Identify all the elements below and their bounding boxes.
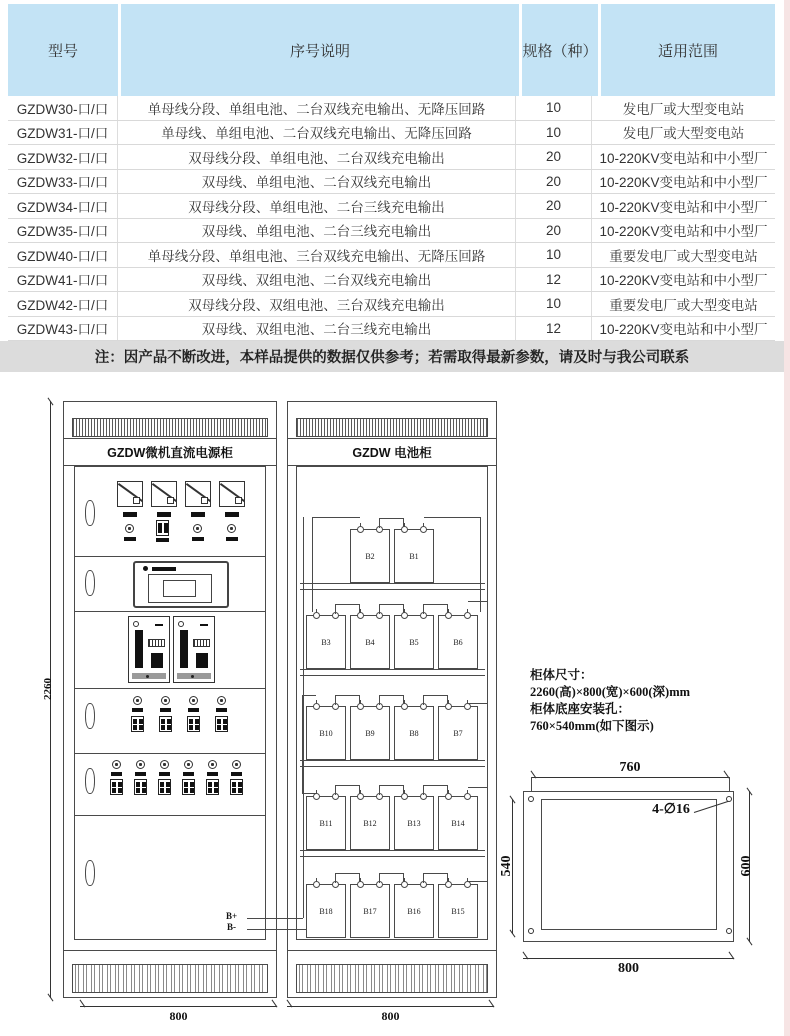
battery-terminal-icon [464, 703, 471, 710]
table-row [8, 96, 775, 121]
door-handle [85, 500, 95, 526]
table-cell: 20 [516, 219, 592, 243]
table-cell: 10-220KV变电站和中小型厂 [599, 224, 768, 240]
table-cell: GZDW33-口/口 [8, 170, 118, 194]
jumper-wire [423, 873, 448, 883]
power-cabinet-title: GZDW微机直流电源柜 [63, 438, 277, 466]
circuit-breaker-icon [182, 779, 195, 795]
mount-inner-rect [541, 799, 717, 930]
jumper-wire [379, 518, 404, 528]
battery: B17 [350, 884, 390, 938]
knob-label-bar [192, 537, 204, 541]
table-row [8, 219, 775, 244]
table-header-model: 型号 [8, 4, 121, 96]
jumper-wire [335, 695, 360, 705]
terminal-neg-label: B- [227, 922, 236, 932]
knob-label-bar [207, 772, 218, 776]
mount-hole-icon [726, 928, 732, 934]
battery-terminal-icon [401, 703, 408, 710]
analog-meter-icon [185, 481, 211, 507]
jumper-wire [379, 785, 404, 795]
dim-extension [729, 777, 730, 791]
circuit-breaker-icon [230, 779, 243, 795]
battery: B4 [350, 615, 390, 669]
table-cell: GZDW43-口/口 [8, 317, 118, 341]
battery-shelf [300, 669, 485, 676]
width-dimension-label: 800 [381, 1009, 400, 1023]
table-cell: 10-220KV变电站和中小型厂 [599, 322, 768, 338]
section-divider [74, 753, 266, 754]
knob-label-bar [111, 772, 122, 776]
table-cell: GZDW42-口/口 [8, 292, 118, 316]
knob-label-bar [216, 708, 227, 712]
table-cell: 12 [516, 317, 592, 341]
battery-terminal-icon [357, 881, 364, 888]
battery: B3 [306, 615, 346, 669]
table-header-row [8, 4, 775, 96]
knob-label-bar [226, 537, 238, 541]
spec-table [8, 4, 775, 341]
wire [247, 929, 312, 930]
module-foot [177, 673, 211, 679]
module-black-bar [135, 630, 143, 668]
battery-terminal-icon [357, 612, 364, 619]
battery-terminal-icon [445, 612, 452, 619]
battery-cabinet-bottom-vent [296, 964, 488, 993]
battery: B2 [350, 529, 390, 583]
indicator-knob-icon [232, 760, 241, 769]
battery-terminal-icon [464, 612, 471, 619]
wire [247, 918, 303, 919]
indicator-knob-icon [133, 696, 142, 705]
height-dimension-label: 2260 [42, 678, 54, 700]
jumper-wire [423, 604, 448, 614]
mount-dim-top-line [531, 777, 729, 778]
table-cell: GZDW41-口/口 [8, 268, 118, 292]
meter-label-bar [191, 512, 205, 517]
table-cell: GZDW32-口/口 [8, 145, 118, 169]
battery-terminal-icon [401, 526, 408, 533]
indicator-knob-icon [160, 760, 169, 769]
table-cell: GZDW31-口/口 [8, 121, 118, 145]
base-line [287, 950, 497, 951]
battery-cabinet-top-vent [296, 418, 488, 437]
battery-shelf [300, 850, 485, 857]
table-cell: 10-220KV变电站和中小型厂 [599, 273, 768, 289]
jumper-wire [379, 604, 404, 614]
table-cell: 10 [516, 121, 592, 145]
module-led-icon [133, 621, 139, 627]
battery-terminal-icon [445, 881, 452, 888]
battery: B6 [438, 615, 478, 669]
table-cell: 10-220KV变电站和中小型厂 [599, 199, 768, 215]
table-header-range: 适用范围 [657, 42, 718, 60]
mount-dim-bottom-line [523, 958, 734, 959]
circuit-breaker-icon [159, 716, 172, 732]
monitor-led-icon [143, 566, 148, 571]
table-header-spec: 规格（种） [522, 4, 601, 96]
circuit-breaker-icon [215, 716, 228, 732]
indicator-knob-icon [136, 760, 145, 769]
charger-module [173, 616, 215, 683]
table-cell: 双母线分段、单组电池、二台三线充电输出 [118, 194, 516, 218]
cabinet-size-annotation [530, 667, 690, 735]
meter-label-bar [157, 512, 171, 517]
mount-dim-left-label: 540 [499, 855, 514, 877]
circuit-breaker-icon [131, 716, 144, 732]
mount-hole-icon [528, 796, 534, 802]
table-row [8, 145, 775, 170]
wire [303, 517, 304, 918]
wire [468, 881, 488, 882]
jumper-wire [423, 695, 448, 705]
circuit-breaker-icon [187, 716, 200, 732]
indicator-knob-icon [193, 524, 202, 533]
knob-label-bar [160, 708, 171, 712]
table-cell: 重要发电厂或大型变电站 [609, 297, 758, 313]
door-handle [85, 860, 95, 886]
table-cell: 单母线分段、单组电池、二台双线充电输出、无降压回路 [118, 96, 516, 120]
battery: B1 [394, 529, 434, 583]
table-cell: 双母线分段、双组电池、三台双线充电输出 [118, 292, 516, 316]
battery-terminal-icon [357, 703, 364, 710]
table-cell: GZDW34-口/口 [8, 194, 118, 218]
table-cell: 10-220KV变电站和中小型厂 [599, 150, 768, 166]
table-cell: 双母线、双组电池、二台双线充电输出 [118, 268, 516, 292]
table-cell: 双母线、单组电池、二台三线充电输出 [118, 219, 516, 243]
jumper-wire [335, 604, 360, 614]
knob-label-bar [156, 538, 169, 542]
circuit-breaker-icon [206, 779, 219, 795]
circuit-breaker-icon [158, 779, 171, 795]
analog-meter-icon [117, 481, 143, 507]
knob-label-bar [159, 772, 170, 776]
analog-meter-icon [151, 481, 177, 507]
width-dimension-line [287, 1006, 494, 1007]
charger-module [128, 616, 170, 683]
annotation-line: 760×540mm(如下图示) [530, 719, 654, 733]
door-handle [85, 703, 95, 729]
circuit-breaker-icon [110, 779, 123, 795]
module-foot [132, 673, 166, 679]
battery-terminal-icon [313, 703, 320, 710]
battery-shelf [300, 760, 485, 767]
table-row [8, 243, 775, 268]
knob-label-bar [135, 772, 146, 776]
table-cell: 双母线分段、单组电池、二台双线充电输出 [118, 145, 516, 169]
knob-label-bar [188, 708, 199, 712]
table-body [8, 96, 775, 341]
circuit-breaker-icon [134, 779, 147, 795]
jumper-wire [379, 873, 404, 883]
battery-terminal-icon [401, 793, 408, 800]
jumper-wire [335, 785, 360, 795]
table-cell: 重要发电厂或大型变电站 [609, 248, 758, 264]
battery-terminal-icon [464, 793, 471, 800]
meter-label-bar [225, 512, 239, 517]
module-display [148, 639, 165, 647]
selector-switch-icon [156, 520, 169, 536]
battery: B8 [394, 706, 434, 760]
battery-terminal-icon [357, 793, 364, 800]
module-black-bar [180, 630, 188, 668]
module-minus-mark [155, 624, 163, 626]
mount-hole-icon [528, 928, 534, 934]
battery: B14 [438, 796, 478, 850]
annotation-line: 2260(高)×800(宽)×600(深)mm [530, 685, 691, 699]
table-row [8, 317, 775, 342]
indicator-knob-icon [189, 696, 198, 705]
width-dimension-label: 800 [169, 1009, 188, 1023]
section-divider [74, 815, 266, 816]
table-cell: 12 [516, 268, 592, 292]
battery-terminal-icon [401, 881, 408, 888]
table-row [8, 121, 775, 146]
battery-terminal-icon [445, 703, 452, 710]
indicator-knob-icon [227, 524, 236, 533]
dim-extension [531, 777, 532, 791]
battery: B18 [306, 884, 346, 938]
table-cell: 双母线、双组电池、二台三线充电输出 [118, 317, 516, 341]
battery-cabinet-title: GZDW 电池柜 [287, 438, 497, 466]
indicator-knob-icon [125, 524, 134, 533]
table-cell: 双母线、单组电池、二台双线充电输出 [118, 170, 516, 194]
wire [468, 703, 488, 704]
battery: B12 [350, 796, 390, 850]
module-display [193, 639, 210, 647]
module-minus-mark [200, 624, 208, 626]
table-header-description: 序号说明 [121, 4, 522, 96]
battery-terminal-icon [401, 612, 408, 619]
module-block [196, 653, 208, 668]
width-dimension-line [80, 1006, 277, 1007]
knob-label-bar [132, 708, 143, 712]
section-divider [74, 688, 266, 689]
table-cell: 发电厂或大型变电站 [622, 101, 745, 117]
table-cell: 10-220KV变电站和中小型厂 [599, 175, 768, 191]
module-led-icon [178, 621, 184, 627]
indicator-knob-icon [217, 696, 226, 705]
jumper-wire [335, 873, 360, 883]
knob-label-bar [124, 537, 136, 541]
table-cell: GZDW40-口/口 [8, 243, 118, 267]
page-edge-strip [784, 0, 790, 1036]
section-divider [74, 611, 266, 612]
battery-terminal-icon [445, 793, 452, 800]
mount-dim-right-label: 600 [739, 855, 754, 877]
indicator-knob-icon [112, 760, 121, 769]
door-handle [85, 768, 95, 794]
battery: B15 [438, 884, 478, 938]
indicator-knob-icon [184, 760, 193, 769]
battery-terminal-icon [313, 881, 320, 888]
hole-callout-label: 4-∅16 [652, 802, 690, 817]
module-block [151, 653, 163, 668]
table-row [8, 194, 775, 219]
analog-meter-icon [219, 481, 245, 507]
battery-terminal-icon [420, 526, 427, 533]
battery: B9 [350, 706, 390, 760]
mount-dim-bottom-label: 800 [618, 961, 639, 976]
table-cell: 20 [516, 145, 592, 169]
table-cell: 10 [516, 243, 592, 267]
battery: B11 [306, 796, 346, 850]
note-bar: 注：因产品不断改进，本样品提供的数据仅供参考；若需取得最新参数，请及时与我公司联系 [0, 341, 784, 372]
battery: B7 [438, 706, 478, 760]
battery-terminal-icon [313, 612, 320, 619]
table-cell: 单母线分段、单组电池、三台双线充电输出、无降压回路 [118, 243, 516, 267]
table-cell: 10 [516, 292, 592, 316]
battery: B10 [306, 706, 346, 760]
indicator-knob-icon [161, 696, 170, 705]
table-cell: 20 [516, 194, 592, 218]
mount-dim-top-label: 760 [619, 760, 641, 775]
monitor-label-bar [152, 567, 176, 571]
battery: B16 [394, 884, 434, 938]
monitor-screen [163, 580, 196, 597]
knob-label-bar [183, 772, 194, 776]
battery: B13 [394, 796, 434, 850]
table-row [8, 268, 775, 293]
jumper-wire [379, 695, 404, 705]
base-line [63, 950, 277, 951]
knob-label-bar [231, 772, 242, 776]
terminal-pos-label: B+ [226, 911, 238, 921]
table-cell: 20 [516, 170, 592, 194]
battery: B5 [394, 615, 434, 669]
jumper-wire [423, 785, 448, 795]
battery-terminal-icon [313, 793, 320, 800]
power-cabinet-bottom-vent [72, 964, 268, 993]
table-row [8, 170, 775, 195]
table-cell: GZDW30-口/口 [8, 96, 118, 120]
table-cell: 发电厂或大型变电站 [622, 126, 745, 142]
door-handle [85, 570, 95, 596]
power-cabinet-top-vent [72, 418, 268, 437]
indicator-knob-icon [208, 760, 217, 769]
battery-terminal-icon [357, 526, 364, 533]
table-cell: 10 [516, 96, 592, 120]
table-row [8, 292, 775, 317]
battery-terminal-icon [464, 881, 471, 888]
annotation-line: 柜体尺寸： [530, 668, 593, 682]
annotation-line: 柜体底座安装孔： [530, 702, 631, 716]
table-cell: 单母线、单组电池、二台双线充电输出、无降压回路 [118, 121, 516, 145]
table-cell: GZDW35-口/口 [8, 219, 118, 243]
section-divider [74, 556, 266, 557]
meter-label-bar [123, 512, 137, 517]
